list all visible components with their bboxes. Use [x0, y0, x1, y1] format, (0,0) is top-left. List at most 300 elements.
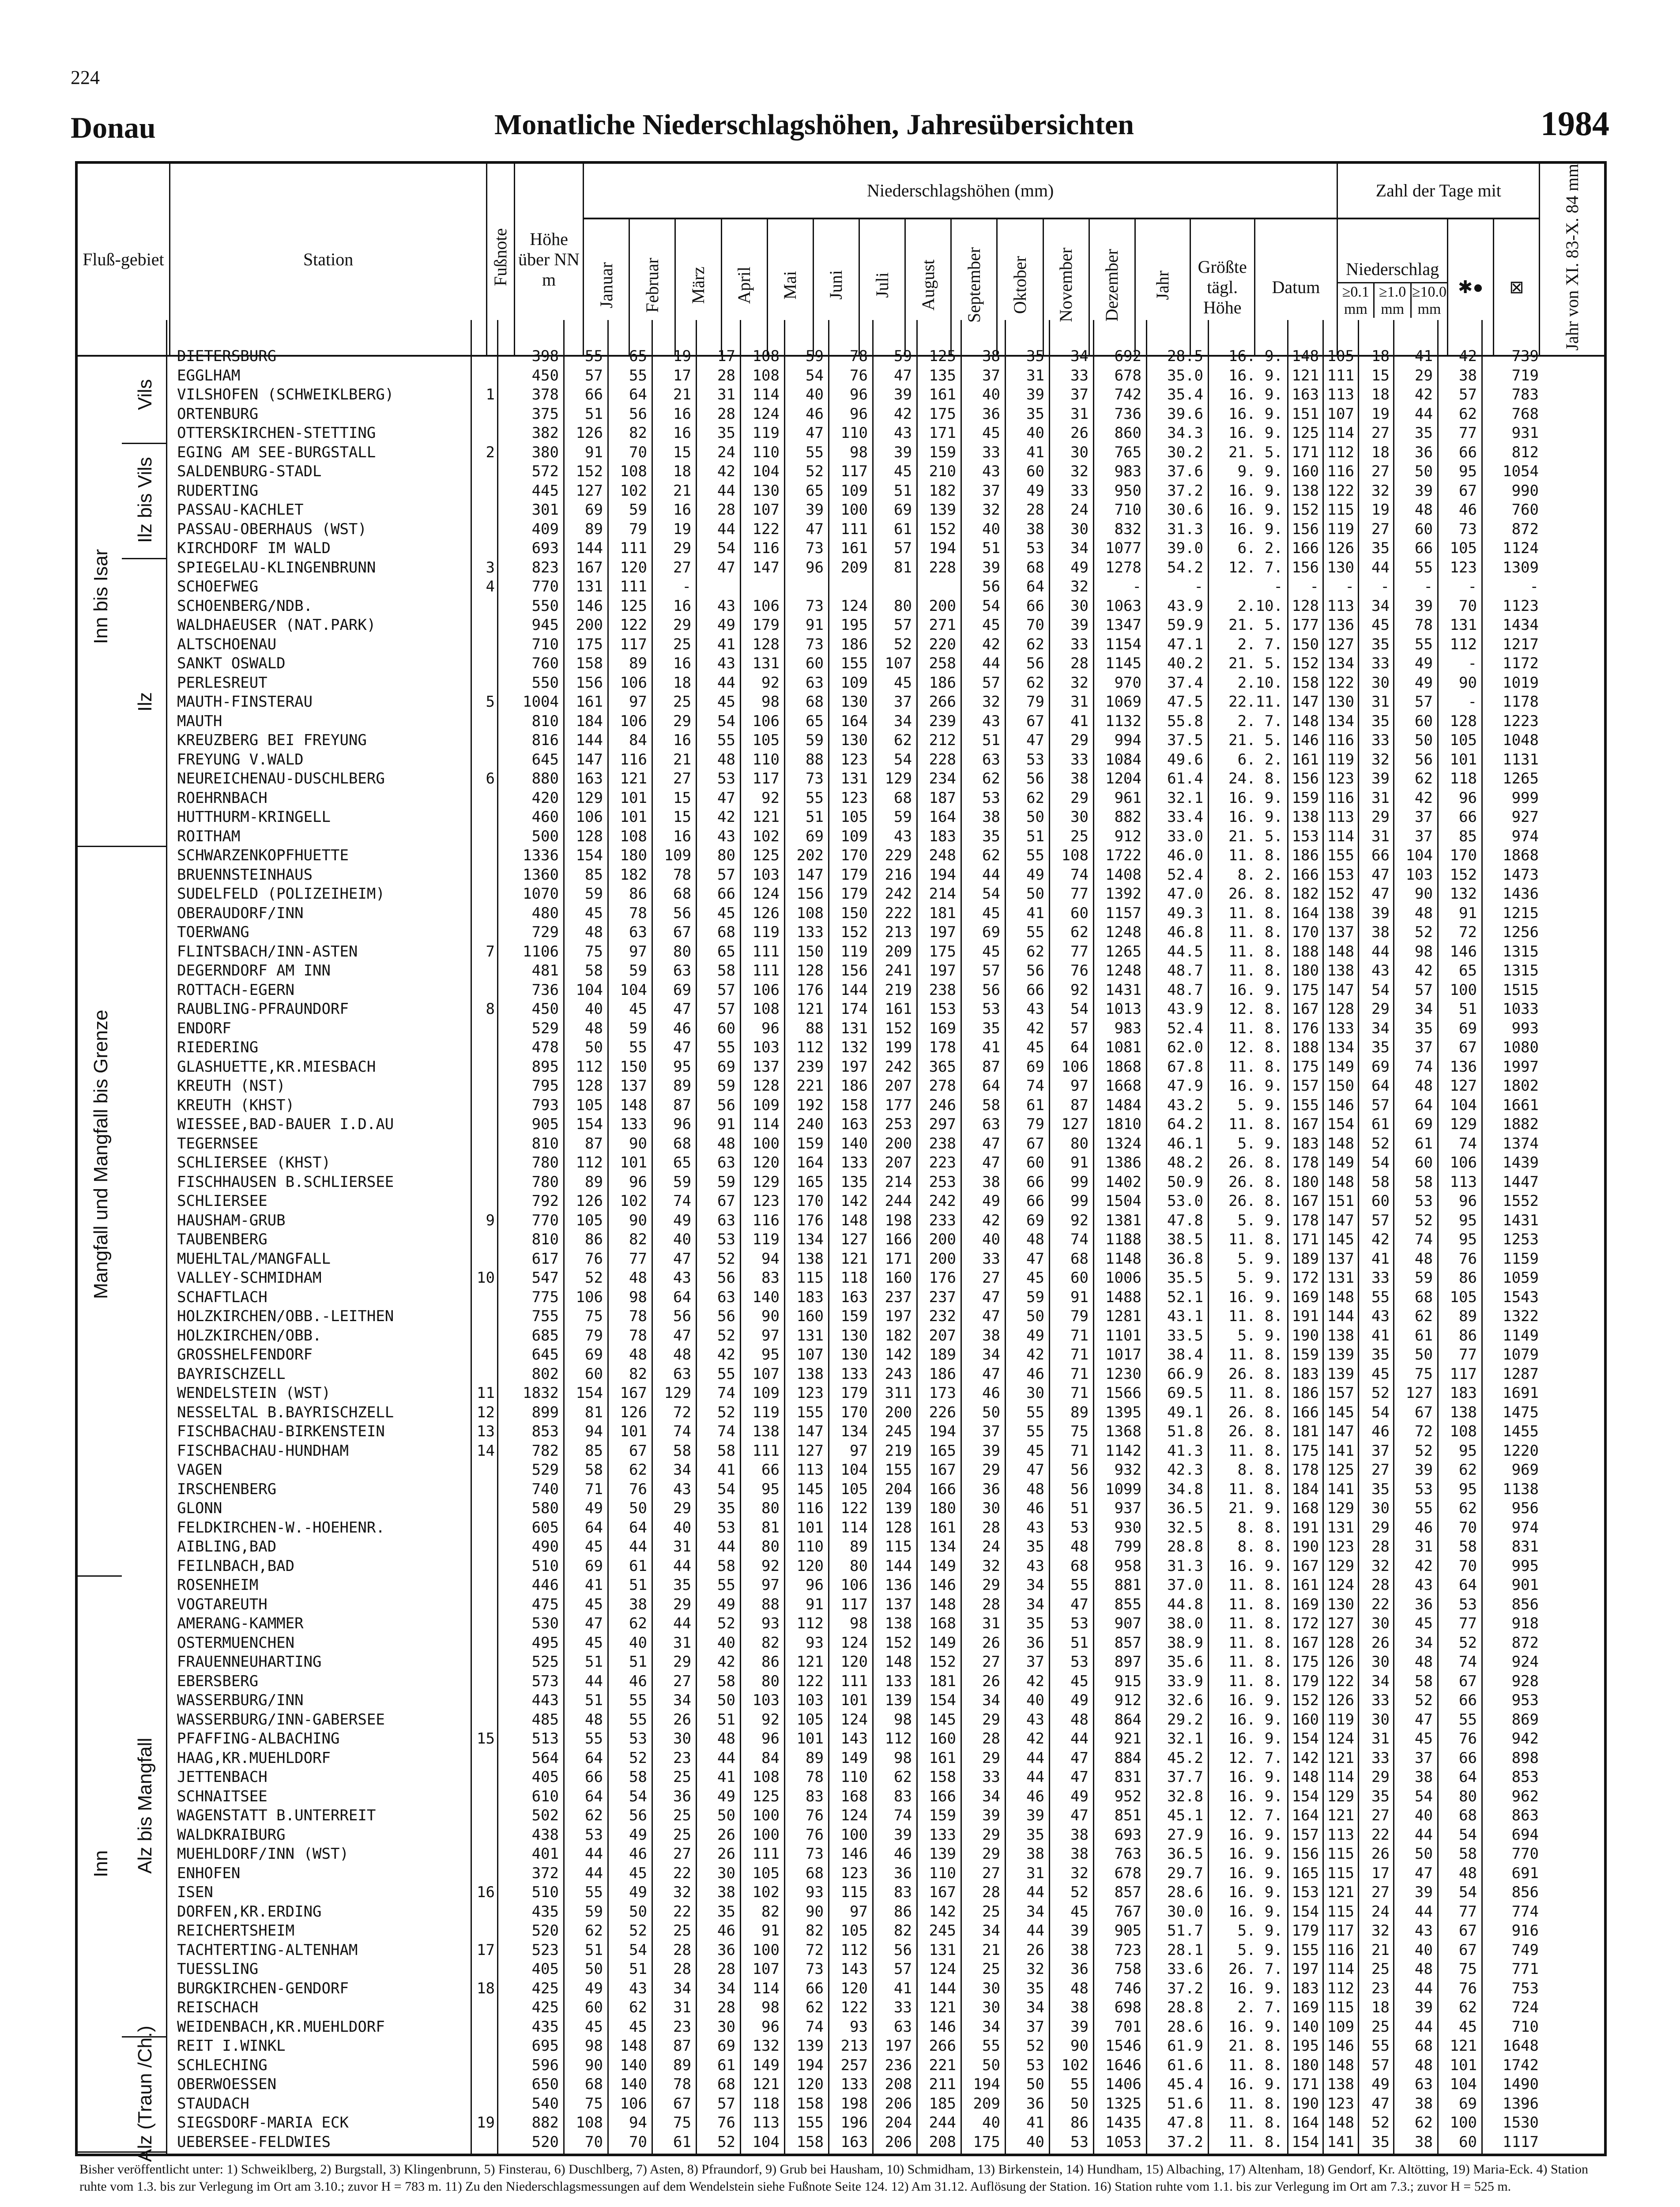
day-count: 121 [1327, 1807, 1354, 1824]
month-value: 37 [1026, 1653, 1044, 1671]
month-value: 83 [894, 1787, 912, 1805]
day-count: 118 [1450, 770, 1477, 787]
month-value: 49 [982, 1192, 1000, 1210]
month-value: 49 [717, 1787, 735, 1805]
month-value: 137 [752, 1058, 780, 1076]
month-value: 26 [982, 1672, 1000, 1690]
table-row [78, 2075, 1604, 2094]
day-count: 34 [1415, 1634, 1433, 1652]
month-value: 64 [585, 1787, 603, 1805]
month-value: 45 [982, 616, 1000, 634]
month-value: 102 [620, 482, 647, 500]
hydro-year-total: 1439 [1503, 1154, 1539, 1171]
month-value: 112 [796, 1039, 824, 1056]
hydro-year-total: 1117 [1503, 2133, 1539, 2151]
year-total: 693 [1114, 1826, 1141, 1844]
month-value: 34 [1026, 1595, 1044, 1613]
station-height: 564 [531, 1749, 559, 1767]
table-row [78, 2056, 1604, 2075]
table-row [78, 1556, 1604, 1576]
station-height: 438 [531, 1826, 559, 1844]
table-row [78, 1844, 1604, 1864]
month-value: 68 [585, 2075, 603, 2093]
year-total: 723 [1114, 1941, 1141, 1959]
month-value: 108 [620, 463, 647, 480]
month-value: 139 [885, 1691, 912, 1709]
month-value: 16 [673, 731, 691, 749]
day-count: 113 [1327, 1826, 1354, 1844]
day-count: 67 [1459, 1922, 1477, 1940]
month-value: 37 [894, 693, 912, 711]
month-value: 207 [885, 1154, 912, 1171]
month-value: 62 [1070, 923, 1089, 941]
month-value: 35 [717, 424, 735, 442]
month-value: 81 [585, 1403, 603, 1421]
day-count: 154 [1292, 2133, 1319, 2151]
day-count: 127 [1405, 1384, 1433, 1402]
footnote-number: 3 [486, 558, 495, 576]
hydro-year-total: 768 [1511, 405, 1539, 423]
day-count: 171 [1292, 1231, 1319, 1248]
month-value: 86 [894, 1902, 912, 1921]
station-name: TUESSLING [177, 1960, 259, 1978]
month-value: 175 [973, 2133, 1000, 2151]
max-date: 21. 5. [1228, 443, 1283, 461]
month-value: 93 [806, 1883, 824, 1901]
day-count: 37 [1415, 827, 1433, 845]
max-date: 8. 2. [1237, 866, 1283, 884]
month-value: 156 [576, 674, 603, 692]
month-value: 127 [840, 1231, 868, 1248]
year-total: 1157 [1105, 904, 1141, 922]
year-total: 921 [1114, 1730, 1141, 1748]
month-value: 62 [1026, 789, 1044, 807]
month-value: 79 [1070, 1307, 1089, 1325]
month-value: 181 [929, 904, 956, 922]
month-value: 25 [982, 1902, 1000, 1921]
max-daily: 51.6 [1167, 2094, 1203, 2113]
station-height: 475 [531, 1595, 559, 1613]
month-value: 53 [982, 1000, 1000, 1018]
day-count: 39 [1415, 1883, 1433, 1901]
max-date: 16. 9. [1228, 1845, 1283, 1863]
day-count: 164 [1292, 2114, 1319, 2132]
month-value: 40 [1026, 424, 1044, 442]
month-value: 51 [1070, 1634, 1089, 1652]
max-daily: 37.2 [1167, 482, 1203, 500]
month-value: 44 [1026, 1922, 1044, 1940]
station-name: KREUTH (KHST) [177, 1096, 295, 1114]
station-height: 425 [531, 1979, 559, 1997]
month-value: 113 [796, 1461, 824, 1479]
month-value: 56 [1026, 962, 1044, 979]
day-count: 62 [1415, 770, 1433, 787]
month-value: 69 [982, 923, 1000, 941]
month-value: 38 [1070, 1999, 1089, 2016]
col-month: März [675, 218, 721, 356]
month-value: 54 [629, 1787, 647, 1805]
month-value: 129 [576, 789, 603, 807]
month-value: 35 [1026, 405, 1044, 423]
month-value: 79 [1026, 1115, 1044, 1133]
month-value: 36 [673, 1787, 691, 1805]
year-total: 897 [1114, 1653, 1141, 1671]
month-value: 62 [629, 1461, 647, 1479]
month-value: 122 [620, 616, 647, 634]
day-count: 69 [1371, 1058, 1390, 1076]
month-value: 104 [620, 981, 647, 999]
month-value: 44 [717, 1538, 735, 1555]
station-name: ENHOFEN [177, 1864, 241, 1882]
day-count: 66 [1459, 1749, 1477, 1767]
month-value: 43 [894, 827, 912, 845]
month-value: 125 [752, 1787, 780, 1805]
max-daily: 37.0 [1167, 1576, 1203, 1594]
year-total: 1722 [1105, 847, 1141, 864]
station-height: 375 [531, 405, 559, 423]
month-value: 46 [629, 1672, 647, 1690]
hydro-year-total: 974 [1511, 827, 1539, 845]
month-value: 114 [752, 386, 780, 403]
month-value: 33 [1070, 482, 1089, 500]
station-name: MUEHLDORF/INN (WST) [177, 1845, 349, 1863]
month-value: 42 [717, 1653, 735, 1671]
month-value: 167 [929, 1461, 956, 1479]
month-value: 187 [929, 789, 956, 807]
day-count: 180 [1292, 2056, 1319, 2074]
month-value: 182 [885, 1326, 912, 1345]
month-value: 90 [629, 1134, 647, 1152]
month-value: 56 [1026, 770, 1044, 787]
month-value: 55 [806, 789, 824, 807]
month-value: 38 [1026, 520, 1044, 538]
max-date: 12. 7. [1228, 1749, 1283, 1767]
month-value: 102 [752, 1883, 780, 1901]
month-value: 55 [717, 1365, 735, 1383]
day-count: 197 [1292, 1960, 1319, 1978]
station-name: REIT I.WINKL [177, 2037, 286, 2055]
month-value: 69 [585, 1346, 603, 1363]
month-value: 152 [576, 463, 603, 480]
hydro-year-total: 953 [1511, 1691, 1539, 1709]
month-value: 78 [806, 1768, 824, 1786]
month-value: 110 [752, 750, 780, 768]
month-value: 114 [840, 1518, 868, 1537]
day-count: 68 [1415, 1288, 1433, 1306]
day-count: 155 [1292, 1096, 1319, 1114]
day-count: 108 [1450, 1423, 1477, 1440]
day-count: 43 [1415, 1922, 1433, 1940]
month-value: 167 [576, 558, 603, 576]
day-count: 19 [1371, 501, 1390, 519]
month-value: 140 [620, 2075, 647, 2093]
month-value: 36 [894, 1864, 912, 1882]
month-value: 159 [840, 1307, 868, 1325]
month-value: 168 [840, 1787, 868, 1805]
month-value: 57 [717, 981, 735, 999]
month-value: 109 [752, 1096, 780, 1114]
max-date: 11. 8. [1228, 1634, 1283, 1652]
month-value: 46 [717, 1922, 735, 1940]
month-value: 52 [629, 1922, 647, 1940]
month-value: 73 [806, 539, 824, 557]
month-value: 57 [585, 366, 603, 384]
month-value: 69 [1026, 1211, 1044, 1229]
month-value: 186 [840, 1077, 868, 1095]
year-total: 678 [1114, 1864, 1141, 1882]
footnote-number: 14 [477, 1442, 495, 1460]
month-value: 32 [673, 1883, 691, 1901]
station-name: VALLEY-SCHMIDHAM [177, 1269, 322, 1287]
max-date: 8. 8. [1237, 1518, 1283, 1537]
month-value: 39 [982, 1807, 1000, 1824]
day-count: 27 [1371, 520, 1390, 538]
month-value: 144 [840, 981, 868, 999]
month-value: 122 [752, 520, 780, 538]
day-count: 112 [1450, 635, 1477, 653]
station-height: 755 [531, 1307, 559, 1325]
month-value: 55 [1070, 2075, 1089, 2093]
year-total: 736 [1114, 405, 1141, 423]
month-value: 51 [717, 1710, 735, 1729]
month-value: 21 [673, 750, 691, 768]
month-value: 32 [1026, 1960, 1044, 1978]
month-value: 101 [620, 808, 647, 826]
year-total: 930 [1114, 1518, 1141, 1537]
day-count: 119 [1327, 520, 1354, 538]
year-total: 1488 [1105, 1288, 1141, 1306]
station-height: 645 [531, 1346, 559, 1363]
month-value: 29 [982, 1749, 1000, 1767]
month-value: 33 [1070, 750, 1089, 768]
hydro-year-total: 1131 [1503, 750, 1539, 768]
hydro-year-total: 1223 [1503, 712, 1539, 730]
month-value: 45 [894, 674, 912, 692]
table-row [78, 1326, 1604, 1345]
station-height: 775 [531, 1288, 559, 1306]
max-daily: 38.0 [1167, 1615, 1203, 1632]
month-value: 60 [717, 1019, 735, 1037]
day-count: 136 [1450, 1058, 1477, 1076]
day-count: 50 [1415, 1346, 1433, 1363]
year-total: 1230 [1105, 1365, 1141, 1383]
day-count: 47 [1371, 866, 1390, 884]
day-count: 67 [1459, 482, 1477, 500]
group-separator [122, 2151, 166, 2153]
day-count: 69 [1459, 1019, 1477, 1037]
month-value: 121 [620, 770, 647, 787]
month-value: 122 [796, 1672, 824, 1690]
month-value: 50 [982, 1403, 1000, 1421]
month-value: 233 [929, 1211, 956, 1229]
station-name: MAUTH [177, 712, 222, 730]
month-value: 96 [850, 386, 868, 403]
month-value: 32 [982, 501, 1000, 519]
month-value: 34 [673, 1979, 691, 1997]
table-row [78, 904, 1604, 923]
day-count: 96 [1459, 789, 1477, 807]
max-date: 11. 8. [1228, 1672, 1283, 1690]
month-value: 177 [885, 1096, 912, 1114]
day-count: 53 [1415, 1192, 1433, 1210]
day-count: - [1380, 578, 1390, 595]
hydro-year-total: 942 [1511, 1730, 1539, 1748]
day-count: 33 [1371, 731, 1390, 749]
month-value: 50 [1026, 885, 1044, 903]
month-value: 59 [629, 501, 647, 519]
day-count: 167 [1292, 1115, 1319, 1133]
month-value: 186 [929, 1365, 956, 1383]
day-count: 70 [1459, 1518, 1477, 1537]
month-value: 62 [806, 1999, 824, 2016]
hydro-year-total: 863 [1511, 1807, 1539, 1824]
month-value: 27 [673, 1672, 691, 1690]
month-value: 138 [752, 1423, 780, 1440]
day-count: 90 [1459, 674, 1477, 692]
month-value: 75 [585, 1307, 603, 1325]
day-count: 86 [1459, 1269, 1477, 1287]
month-value: 53 [1070, 1653, 1089, 1671]
month-value: 196 [840, 2114, 868, 2132]
day-count: 156 [1292, 558, 1319, 576]
day-count: 127 [1327, 635, 1354, 653]
month-value: 49 [585, 1499, 603, 1517]
hydro-year-total: 1543 [1503, 1288, 1539, 1306]
month-value: 45 [585, 1538, 603, 1555]
max-daily: 37.6 [1167, 463, 1203, 480]
day-count: 35 [1371, 635, 1390, 653]
month-value: 100 [840, 1826, 868, 1844]
station-name: FISCHBACHAU-BIRKENSTEIN [177, 1423, 385, 1440]
day-count: 54 [1459, 1826, 1477, 1844]
month-value: 59 [585, 885, 603, 903]
month-value: 96 [673, 1115, 691, 1133]
month-value: 126 [576, 1192, 603, 1210]
table-row [78, 1883, 1604, 1902]
day-count: 65 [1459, 962, 1477, 979]
day-count: 80 [1459, 1787, 1477, 1805]
month-value: 46 [673, 1019, 691, 1037]
month-value: 43 [717, 827, 735, 845]
month-value: 31 [717, 386, 735, 403]
month-value: 120 [620, 558, 647, 576]
max-daily: 30.0 [1167, 1902, 1203, 1921]
month-value: 105 [576, 1096, 603, 1114]
hydro-year-total: 1138 [1503, 1480, 1539, 1498]
day-count: 58 [1415, 1173, 1433, 1191]
day-count: 25 [1371, 1960, 1390, 1978]
month-value: 47 [1070, 1768, 1089, 1786]
month-value: 97 [761, 1326, 780, 1345]
day-count: 190 [1292, 2094, 1319, 2113]
day-count: 60 [1415, 520, 1433, 538]
month-value: 45 [1026, 1442, 1044, 1460]
month-value: 125 [929, 347, 956, 365]
month-value: 120 [840, 1979, 868, 1997]
month-value: 43 [1026, 1000, 1044, 1018]
month-value: 28 [982, 1730, 1000, 1748]
station-name: IRSCHENBERG [177, 1480, 277, 1498]
station-name: SCHAFTLACH [177, 1288, 267, 1306]
col-month: Juni [813, 218, 859, 356]
hydro-year-total: 783 [1511, 386, 1539, 403]
month-value: 77 [1070, 942, 1089, 960]
month-value: 117 [840, 463, 868, 480]
month-value: 65 [806, 482, 824, 500]
max-date: 11. 8. [1228, 847, 1283, 864]
max-daily: 51.7 [1167, 1922, 1203, 1940]
day-count: 113 [1327, 386, 1354, 403]
max-date: 16. 9. [1228, 789, 1283, 807]
month-value: 40 [629, 1634, 647, 1652]
station-height: 729 [531, 923, 559, 941]
day-count: 119 [1327, 1710, 1354, 1729]
max-date: 24. 8. [1228, 770, 1283, 787]
month-value: 46 [894, 1845, 912, 1863]
month-value: 43 [629, 1979, 647, 1997]
month-value: 140 [752, 1288, 780, 1306]
day-count: 148 [1292, 1768, 1319, 1786]
day-count: 56 [1415, 750, 1433, 768]
station-height: 685 [531, 1326, 559, 1345]
day-count: 121 [1327, 1749, 1354, 1767]
month-value: 35 [982, 1019, 1000, 1037]
max-daily: 49.6 [1167, 750, 1203, 768]
month-value: 39 [982, 1442, 1000, 1460]
day-count: 105 [1327, 347, 1354, 365]
month-value: 99 [1070, 1173, 1089, 1191]
month-value: 27 [982, 1653, 1000, 1671]
month-value: 54 [982, 885, 1000, 903]
station-name: JETTENBACH [177, 1768, 267, 1786]
day-count: 164 [1292, 1807, 1319, 1824]
max-daily: 49.1 [1167, 1403, 1203, 1421]
month-value: 55 [806, 443, 824, 461]
station-height: 450 [531, 366, 559, 384]
month-value: 133 [840, 1154, 868, 1171]
day-count: 37 [1415, 1749, 1433, 1767]
day-count: 148 [1327, 1134, 1354, 1152]
table-row [78, 2017, 1604, 2037]
hydro-year-total: 1475 [1503, 1403, 1539, 1421]
month-value: 232 [929, 1307, 956, 1325]
month-value: 221 [796, 1077, 824, 1095]
max-date: 5. 9. [1237, 1096, 1283, 1114]
max-date: 12. 8. [1228, 1039, 1283, 1056]
month-value: 253 [885, 1115, 912, 1133]
table-row [78, 1806, 1604, 1825]
day-count: 168 [1292, 1499, 1319, 1517]
month-value: 62 [894, 1768, 912, 1786]
month-value: 107 [752, 1960, 780, 1978]
day-count: 124 [1327, 1730, 1354, 1748]
max-date: 5. 9. [1237, 1250, 1283, 1268]
hydro-year-total: 1309 [1503, 558, 1539, 576]
day-count: 74 [1459, 1653, 1477, 1671]
month-value: 131 [796, 1326, 824, 1345]
month-value: 223 [929, 1154, 956, 1171]
max-date: 11. 8. [1228, 1576, 1283, 1594]
day-count: 175 [1292, 1058, 1319, 1076]
day-count: 166 [1292, 1403, 1319, 1421]
month-value: 118 [752, 2094, 780, 2113]
max-daily: 36.5 [1167, 1499, 1203, 1517]
table-row [78, 2094, 1604, 2113]
month-value: 91 [1070, 1288, 1089, 1306]
day-count: 48 [1459, 1864, 1477, 1882]
hydro-year-total: 1220 [1503, 1442, 1539, 1460]
month-value: 79 [1026, 693, 1044, 711]
